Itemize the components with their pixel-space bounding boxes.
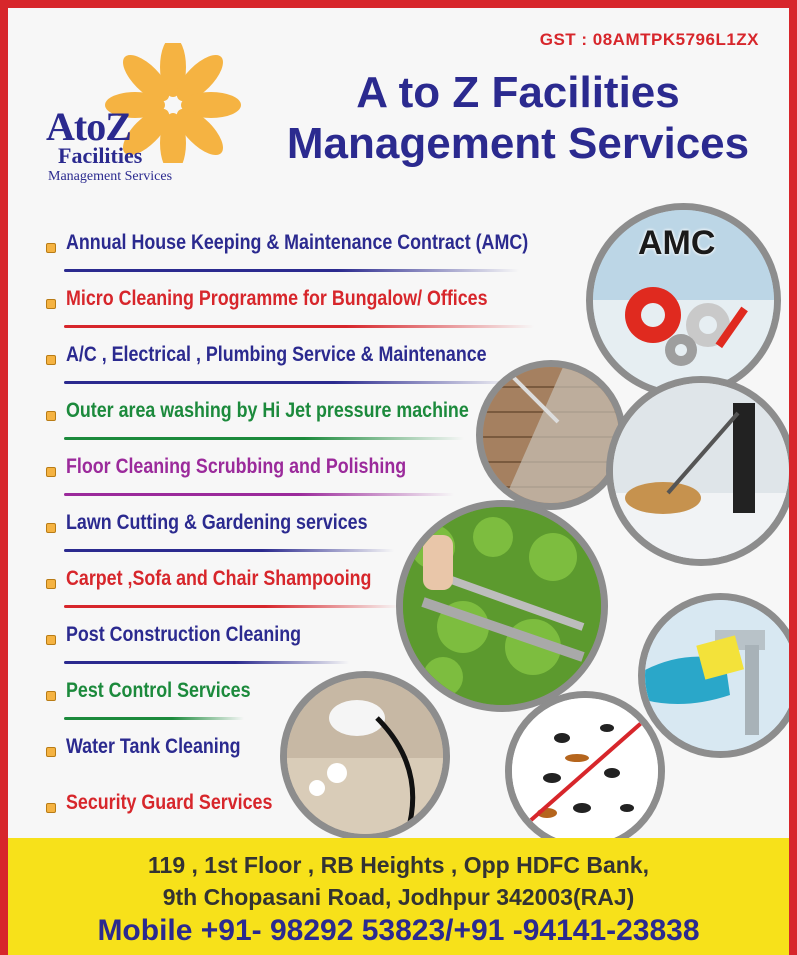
- service-underline: [64, 325, 534, 328]
- bullet-icon: [46, 747, 56, 757]
- title-line-1: A to Z Facilities: [356, 68, 680, 117]
- logo-atoz-text: AtoZ: [46, 104, 131, 149]
- scrubber-icon: [613, 383, 789, 559]
- service-label: Pest Control Services: [66, 679, 251, 702]
- service-label: Floor Cleaning Scrubbing and Polishing: [66, 455, 407, 478]
- address-line-1: 119 , 1st Floor , RB Heights , Opp HDFC Bank,: [148, 852, 649, 878]
- footer-contact: [8, 838, 789, 955]
- floor-scrubbing-photo: [606, 376, 796, 566]
- tap-cleaning-photo: [638, 593, 797, 758]
- shears-icon: [403, 507, 601, 705]
- service-underline: [64, 493, 454, 496]
- service-label: Lawn Cutting & Gardening services: [66, 511, 368, 534]
- service-underline: [64, 661, 349, 664]
- service-label: Post Construction Cleaning: [66, 623, 302, 646]
- page-title: [258, 68, 778, 169]
- bullet-icon: [46, 803, 56, 813]
- bullet-icon: [46, 467, 56, 477]
- service-item: [46, 338, 566, 394]
- sofa-shampoo-photo: [280, 671, 450, 841]
- service-item: [46, 282, 566, 338]
- logo-management-text: Management Services: [48, 169, 173, 184]
- service-label: Outer area washing by Hi Jet pressure machine: [66, 399, 469, 422]
- service-item: [46, 226, 566, 282]
- bullet-icon: [46, 691, 56, 701]
- bullet-icon: [46, 579, 56, 589]
- insects-icon: [512, 698, 658, 844]
- company-logo: [38, 43, 243, 193]
- service-underline: [64, 437, 464, 440]
- faucet-icon: [645, 600, 796, 751]
- pressure-washing-photo: [476, 360, 626, 510]
- bullet-icon: [46, 635, 56, 645]
- amc-badge: AMC: [638, 224, 716, 262]
- bullet-icon: [46, 523, 56, 533]
- service-label: Water Tank Cleaning: [66, 735, 241, 758]
- mobile-numbers: Mobile +91- 98292 53823/+91 -94141-23838: [97, 914, 700, 947]
- service-underline: [64, 381, 514, 384]
- address-line-2: 9th Chopasani Road, Jodhpur 342003(RAJ): [162, 884, 635, 910]
- amc-photo: [586, 203, 781, 398]
- lawn-cutting-photo: [396, 500, 608, 712]
- pest-control-photo: [505, 691, 665, 851]
- title-line-2: Management Services: [286, 118, 750, 168]
- service-label: A/C , Electrical , Plumbing Service & Maintenance: [66, 343, 487, 366]
- bullet-icon: [46, 355, 56, 365]
- logo-facilities-text: Facilities: [58, 143, 143, 168]
- service-underline: [64, 549, 394, 552]
- bullet-icon: [46, 411, 56, 421]
- service-underline: [64, 605, 399, 608]
- brick-icon: [483, 367, 619, 503]
- service-label: Micro Cleaning Programme for Bungalow/ Offices: [66, 287, 488, 310]
- service-underline: [64, 269, 519, 272]
- bullet-icon: [46, 299, 56, 309]
- service-label: Security Guard Services: [66, 791, 273, 814]
- bullet-icon: [46, 243, 56, 253]
- gst-number: GST : 08AMTPK5796L1ZX: [539, 30, 759, 49]
- service-label: Carpet ,Sofa and Chair Shampooing: [66, 567, 372, 590]
- service-label: Annual House Keeping & Maintenance Contract (AMC): [66, 231, 529, 254]
- service-underline: [64, 717, 244, 720]
- sofa-icon: [287, 678, 443, 834]
